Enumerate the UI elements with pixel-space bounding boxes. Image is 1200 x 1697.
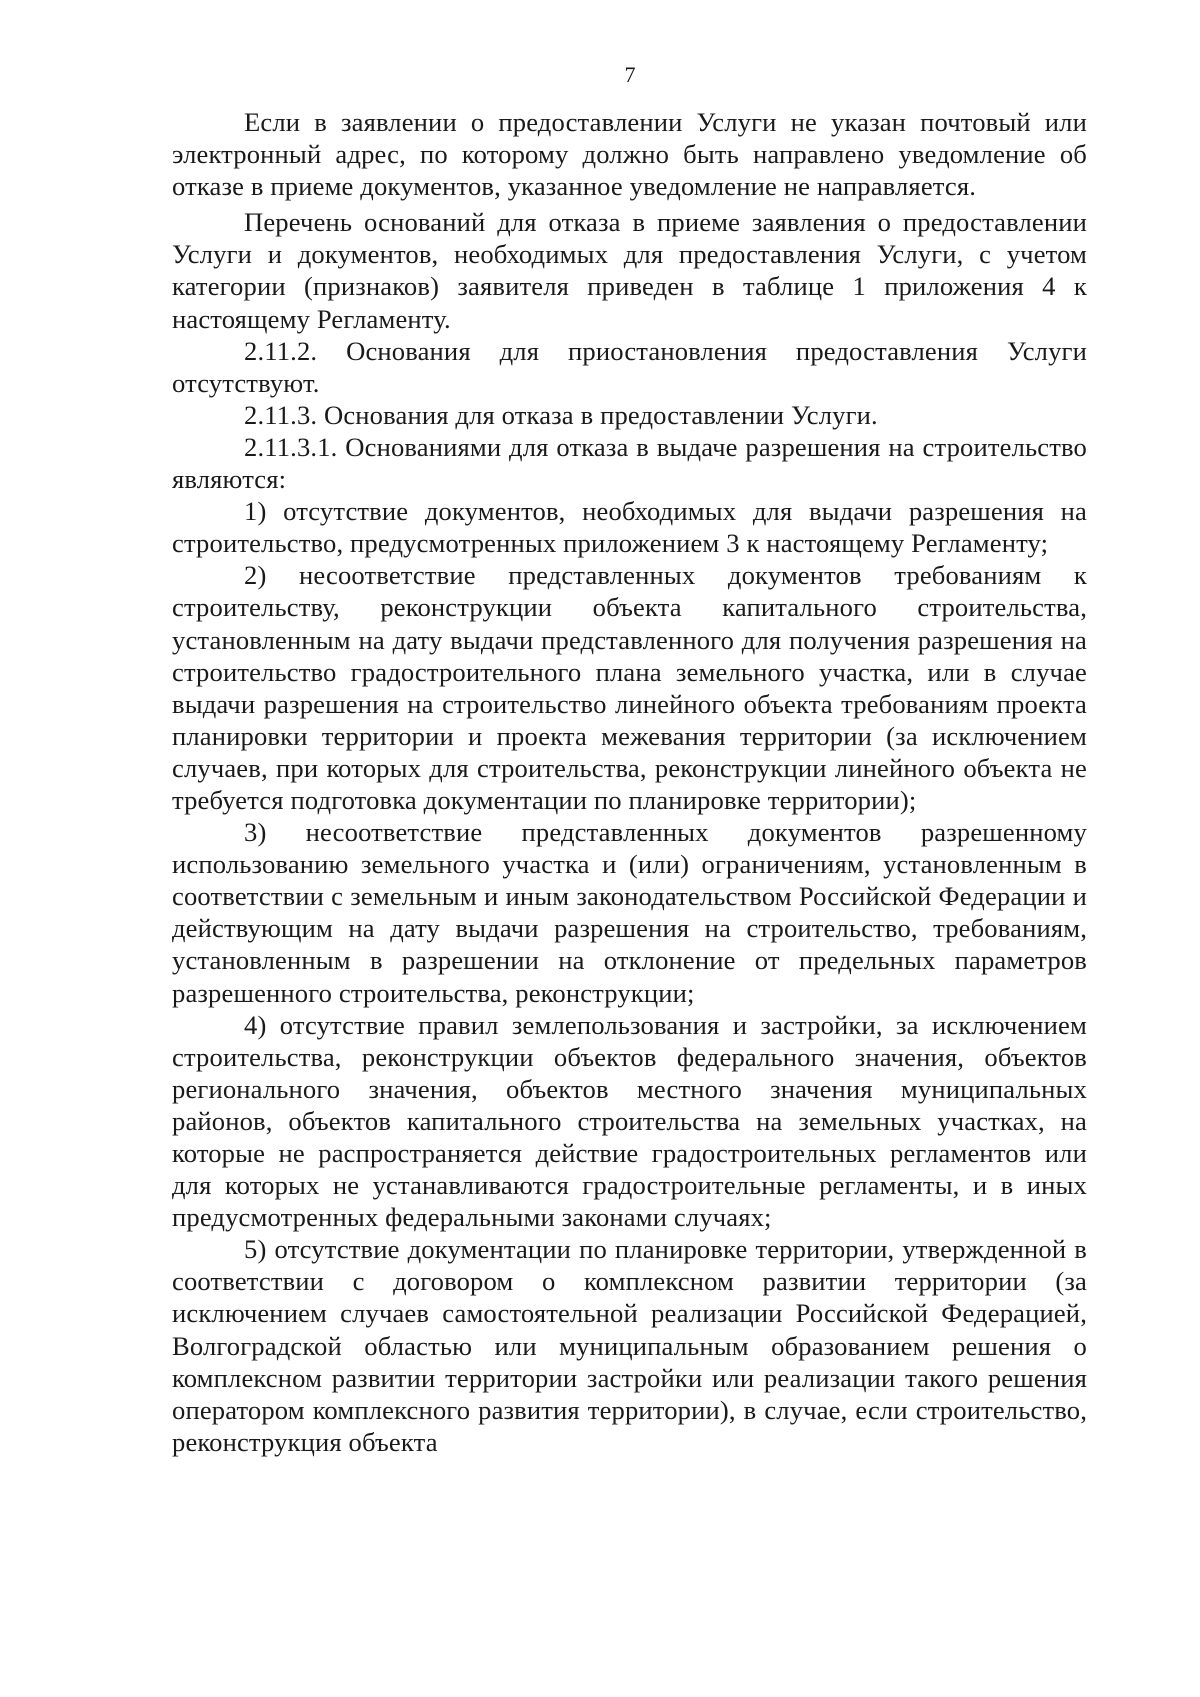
list-item-4: 4) отсутствие правил землепользования и застройки, за исключением строительства, реконструкции объектов федерального значения, объектов регионального значения, объектов местного значения муниципальных районов, объектов капитального строительства на земельных участках, на которые не распространяется действие градостроительных регламентов или для которых не устанавливаются градостроительные регламенты, и в иных предусмотренных федеральными законами случаях; bbox=[172, 1009, 1087, 1233]
paragraph-2-11-2: 2.11.2. Основания для приостановления предоставления Услуги отсутствуют. bbox=[172, 335, 1087, 398]
list-item-1: 1) отсутствие документов, необходимых для выдачи разрешения на строительство, предусмотренных приложением 3 к настоящему Регламенту; bbox=[172, 496, 1087, 559]
paragraph-notice-not-sent: Если в заявлении о предоставлении Услуги не указан почтовый или электронный адрес, по которому должно быть направлено уведомление об отказе в приеме документов, указанное уведомление не направляется. bbox=[172, 107, 1087, 202]
paragraph-2-11-3-1: 2.11.3.1. Основаниями для отказа в выдаче разрешения на строительство являются: bbox=[172, 431, 1087, 495]
page-number: 7 bbox=[624, 62, 636, 87]
document-body bbox=[172, 106, 1087, 1458]
paragraph-refusal-grounds-list: Перечень оснований для отказа в приеме заявления о предоставлении Услуги и документов, необходимых для предоставления Услуги, с учетом категории (признаков) заявителя приведен в таблице 1 приложения 4 к настоящему Регламенту. bbox=[172, 207, 1087, 334]
list-item-2: 2) несоответствие представленных документов требованиям к строительству, реконструкции объекта капитального строительства, установленным на дату выдачи представленного для получения разрешения на строительство градостроительного плана земельного участка, или в случае выдачи разрешения на строительство линейного объекта требованиям проекта планировки территории и проекта межевания территории (за исключением случаев, при которых для строительства, реконструкции линейного объекта не требуется подготовка документации по планировке территории); bbox=[172, 560, 1087, 815]
paragraph-2-11-3: 2.11.3. Основания для отказа в предоставлении Услуги. bbox=[244, 399, 878, 430]
list-item-3: 3) несоответствие представленных документов разрешенному использованию земельного участка и (или) ограничениям, установленным в соответствии с земельным и иным законодательством Российской Федерации и действующим на дату выдачи разрешения на строительство, требованиям, установленным в разрешении на отклонение от предельных параметров разрешенного строительства, реконструкции; bbox=[172, 817, 1087, 1008]
list-item-5: 5) отсутствие документации по планировке территории, утвержденной в соответствии с договором о комплексном развитии территории (за исключением случаев самостоятельной реализации Российской Федерацией, Волгоградской областью или муниципальным образованием решения о комплексном развитии территории застройки или реализации такого решения оператором комплексного развития территории), в случае, если строительство, реконструкция объекта bbox=[172, 1234, 1087, 1457]
